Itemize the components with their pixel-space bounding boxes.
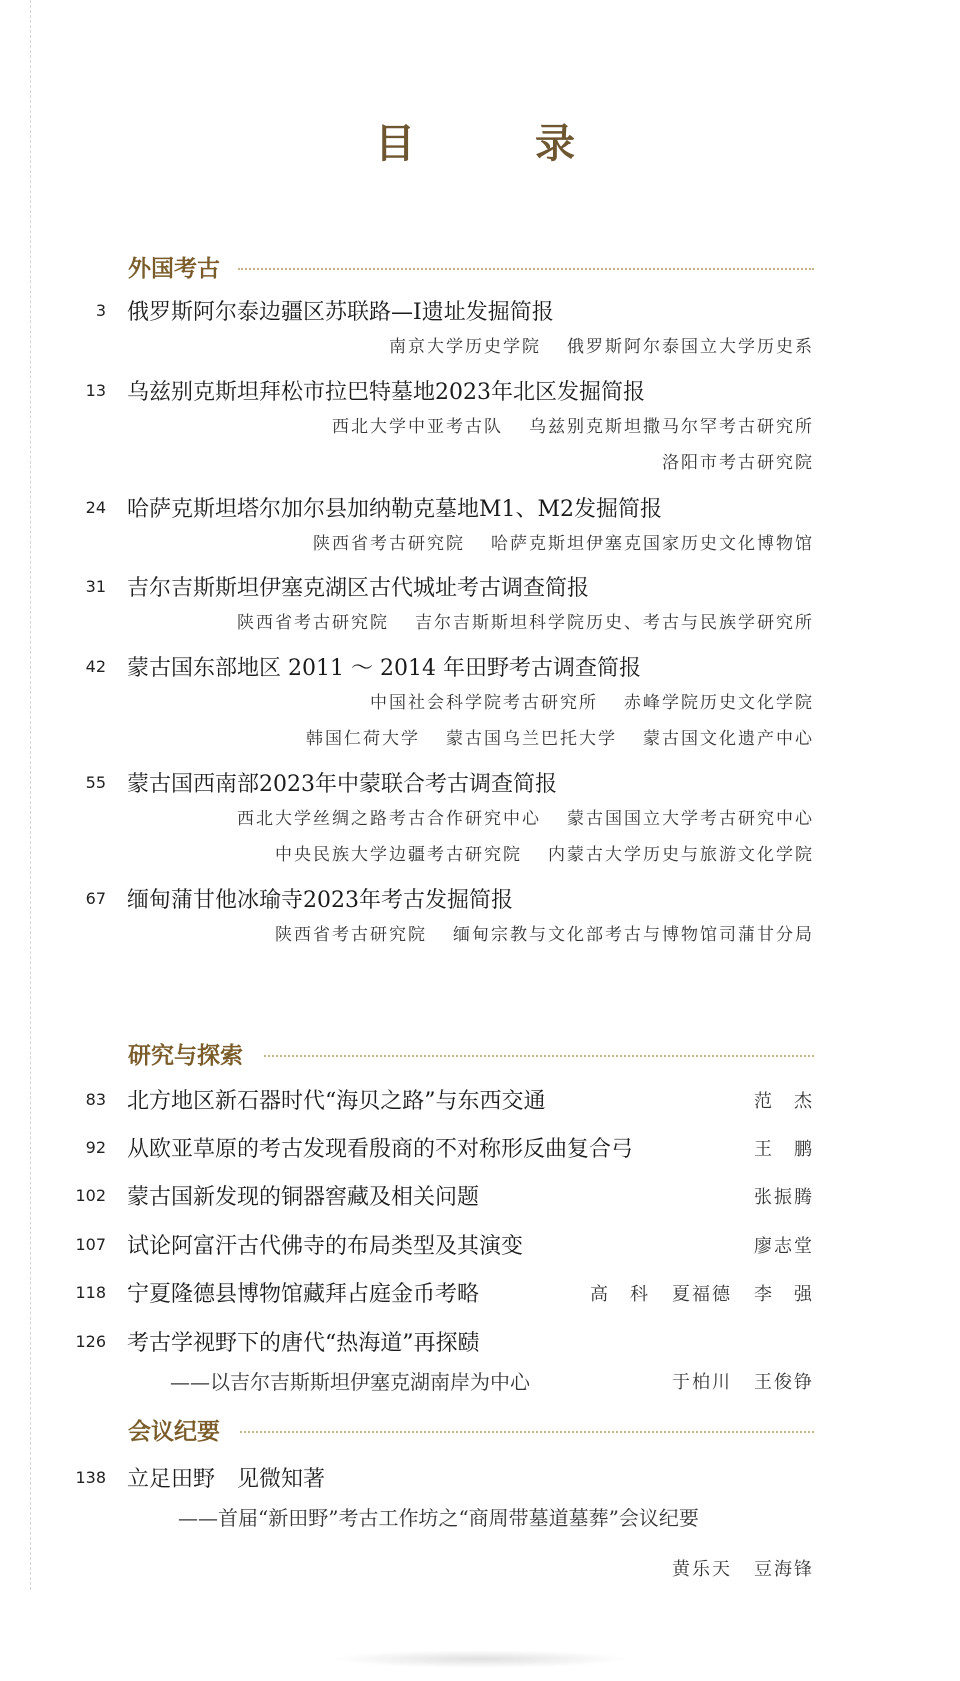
page-number: 3 (95, 301, 106, 320)
author: 于柏川 (672, 1372, 732, 1393)
author: 高 科 (590, 1284, 650, 1305)
institution-line (127, 840, 814, 865)
section-divider (240, 1431, 814, 1433)
institution: 陕西省考古研究院 (313, 534, 465, 554)
institution: 吉尔吉斯斯坦科学院历史、考古与民族学研究所 (415, 613, 814, 633)
page-number: 138 (75, 1468, 106, 1487)
institution-line (127, 412, 814, 437)
section-title: 研究与探索 (128, 1042, 243, 1069)
author-line (560, 1368, 814, 1394)
entry-title[interactable]: 从欧亚草原的考古发现看殷商的不对称形反曲复合弓 (127, 1137, 634, 1162)
entry-title[interactable]: 考古学视野下的唐代“热海道”再探赜 (127, 1331, 480, 1356)
entry-title[interactable]: 试论阿富汗古代佛寺的布局类型及其演变 (127, 1234, 524, 1259)
entry-title[interactable]: 蒙古国新发现的铜器窖藏及相关问题 (127, 1185, 480, 1210)
section-header-meeting (128, 1413, 814, 1447)
institution: 中央民族大学边疆考古研究院 (275, 845, 522, 865)
author: 夏福德 (672, 1284, 732, 1305)
institution-line (127, 448, 814, 473)
institution: 哈萨克斯坦伊塞克国家历史文化博物馆 (491, 534, 814, 554)
entry-subtitle: ——以吉尔吉斯斯坦伊塞克湖南岸为中心 (170, 1370, 530, 1394)
entry-title[interactable]: 吉尔吉斯斯坦伊塞克湖区古代城址考古调查简报 (127, 576, 590, 601)
page-number: 102 (75, 1186, 106, 1205)
section-title: 外国考古 (128, 255, 220, 282)
institution: 蒙古国乌兰巴托大学 (446, 729, 617, 749)
page-number: 83 (85, 1090, 106, 1109)
page-number: 118 (75, 1283, 106, 1302)
entry-title[interactable]: 宁夏隆德县博物馆藏拜占庭金币考略 (127, 1282, 480, 1307)
institution: 赤峰学院历史文化学院 (624, 693, 814, 713)
institution: 陕西省考古研究院 (237, 613, 389, 633)
institution-line (127, 688, 814, 713)
page-number: 31 (85, 577, 106, 596)
entry-title[interactable]: 缅甸蒲甘他冰瑜寺2023年考古发掘简报 (127, 888, 513, 913)
section-divider (264, 1055, 814, 1057)
institution: 西北大学丝绸之路考古合作研究中心 (237, 809, 541, 829)
section-header-foreign (128, 250, 814, 284)
author: 王 鹏 (754, 1139, 814, 1160)
institution-line (127, 920, 814, 945)
author: 张振腾 (754, 1187, 814, 1208)
author-line (520, 1280, 814, 1306)
entry-title[interactable]: 北方地区新石器时代“海贝之路”与东西交通 (127, 1089, 546, 1114)
author: 廖志堂 (754, 1236, 814, 1257)
institution-line (127, 804, 814, 829)
page-number: 55 (85, 773, 106, 792)
institution: 中国社会科学院考古研究所 (370, 693, 598, 713)
page-number: 107 (75, 1235, 106, 1254)
page-number: 92 (85, 1138, 106, 1157)
institution-line (127, 529, 814, 554)
entry-title[interactable]: 乌兹别克斯坦拜松市拉巴特墓地2023年北区发掘简报 (127, 380, 645, 405)
section-header-research (128, 1037, 814, 1071)
entry-title[interactable]: 立足田野 见微知著 (127, 1467, 326, 1492)
author-line (640, 1232, 814, 1258)
author: 李 强 (754, 1284, 814, 1305)
author-line (640, 1087, 814, 1113)
page-number: 24 (85, 498, 106, 517)
bottom-shadow (330, 1650, 630, 1668)
author-line (640, 1135, 814, 1161)
institution: 蒙古国国立大学考古研究中心 (567, 809, 814, 829)
entry-title[interactable]: 蒙古国西南部2023年中蒙联合考古调查简报 (127, 772, 557, 797)
institution: 西北大学中亚考古队 (332, 417, 503, 437)
institution-line (127, 608, 814, 633)
author-line (640, 1183, 814, 1209)
section-title: 会议纪要 (128, 1418, 220, 1445)
page-number: 126 (75, 1332, 106, 1351)
entry-title[interactable]: 哈萨克斯坦塔尔加尔县加纳勒克墓地M1、M2发掘简报 (127, 497, 663, 522)
institution: 韩国仁荷大学 (306, 729, 420, 749)
institution: 蒙古国文化遗产中心 (643, 729, 814, 749)
page-number: 42 (85, 657, 106, 676)
institution-line (127, 332, 814, 357)
institution: 南京大学历史学院 (389, 337, 541, 357)
author: 范 杰 (754, 1091, 814, 1112)
page-title: 目 录 (375, 120, 615, 167)
page-number: 67 (85, 889, 106, 908)
page-spine-line (30, 0, 31, 1590)
institution: 陕西省考古研究院 (275, 925, 427, 945)
author: 王俊铮 (754, 1372, 814, 1393)
page-number: 13 (85, 381, 106, 400)
institution: 缅甸宗教与文化部考古与博物馆司蒲甘分局 (453, 925, 814, 945)
institution: 内蒙古大学历史与旅游文化学院 (548, 845, 814, 865)
section-divider (238, 268, 814, 270)
entry-title[interactable]: 蒙古国东部地区 2011 ～ 2014 年田野考古调查简报 (127, 656, 641, 681)
author: 豆海锋 (754, 1559, 814, 1580)
entry-title[interactable]: 俄罗斯阿尔泰边疆区苏联路—I遗址发掘简报 (127, 300, 554, 325)
institution-line (127, 724, 814, 749)
author-line (560, 1555, 814, 1581)
entry-subtitle: ——首届“新田野”考古工作坊之“商周带墓道墓葬”会议纪要 (178, 1506, 699, 1530)
institution: 俄罗斯阿尔泰国立大学历史系 (567, 337, 814, 357)
institution: 洛阳市考古研究院 (662, 453, 814, 473)
institution: 乌兹别克斯坦撒马尔罕考古研究所 (529, 417, 814, 437)
author: 黄乐天 (672, 1559, 732, 1580)
